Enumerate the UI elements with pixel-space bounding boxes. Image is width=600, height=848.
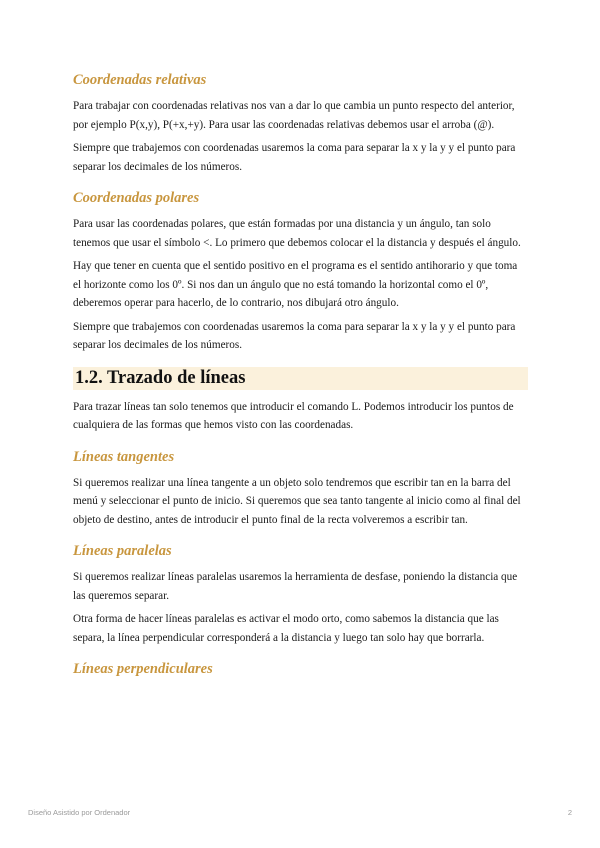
section-lineas-perpendiculares (73, 659, 528, 679)
paragraph: Para trabajar con coordenadas relativas nos van a dar lo que cambia un punto respecto del anterior, por ejemplo P(x,y), P(+x,+y). Para usar las coordenadas relativas debemos usar el arroba (@). (73, 100, 515, 131)
section-heading: Líneas tangentes (73, 448, 175, 465)
section-coordenadas-polares (73, 188, 528, 355)
section-heading: Líneas perpendiculares (73, 661, 213, 677)
chapter-intro-block (73, 398, 528, 435)
section-heading: Líneas paralelas (73, 543, 172, 559)
document-page (73, 70, 528, 691)
paragraph: Si queremos realizar una línea tangente a un objeto solo tendremos que escribir tan en la barra del menú y seleccionar el punto de inicio. Si queremos que sea tanto tangente al inicio como al final del objeto de destino, antes de introducir el punto final de la recta volveremos a escribir tan. (73, 476, 521, 526)
section-coordenadas-relativas (73, 70, 528, 176)
paragraph: Hay que tener en cuenta que el sentido positivo en el programa es el sentido antihorario y que toma el horizonte como los 0º. Si nos dan un ángulo que no está tomando la horizontal como el 0º, deberemos operar para hacerlo, de lo contrario, nos dibujará otro ángulo. (73, 260, 518, 309)
paragraph: Otra forma de hacer líneas paralelas es activar el modo orto, como sabemos la distancia que las separa, la línea perpendicular corresponderá a la distancia y luego tan solo hay que borrarla. (73, 613, 499, 644)
paragraph: Siempre que trabajemos con coordenadas usaremos la coma para separar la x y la y y el punto para separar los decimales de los números. (73, 320, 516, 351)
paragraph: Siempre que trabajemos con coordenadas usaremos la coma para separar la x y la y y el punto para separar los decimales de los números. (73, 142, 516, 173)
section-lineas-paralelas (73, 541, 528, 647)
footer-document-title: Diseño Asistido por Ordenador (28, 808, 131, 817)
section-heading: Coordenadas relativas (73, 72, 207, 88)
paragraph: Si queremos realizar líneas paralelas usaremos la herramienta de desfase, poniendo la distancia que las queremos separar. (73, 571, 518, 602)
paragraph: Para usar las coordenadas polares, que están formadas por una distancia y un ángulo, tan solo tenemos que usar el símbolo <. Lo primero que debemos colocar el la distancia y después el ángulo. (73, 218, 521, 249)
page-footer (28, 808, 572, 817)
chapter-intro: Para trazar líneas tan solo tenemos que introducir el comando L. Podemos introducir los puntos de cualquiera de las formas que hemos visto con las coordenadas. (73, 400, 514, 431)
section-lineas-tangentes (73, 447, 528, 530)
page-number: 2 (567, 808, 572, 817)
section-heading: Coordenadas polares (73, 190, 200, 206)
chapter-title: 1.2. Trazado de líneas (73, 367, 528, 390)
